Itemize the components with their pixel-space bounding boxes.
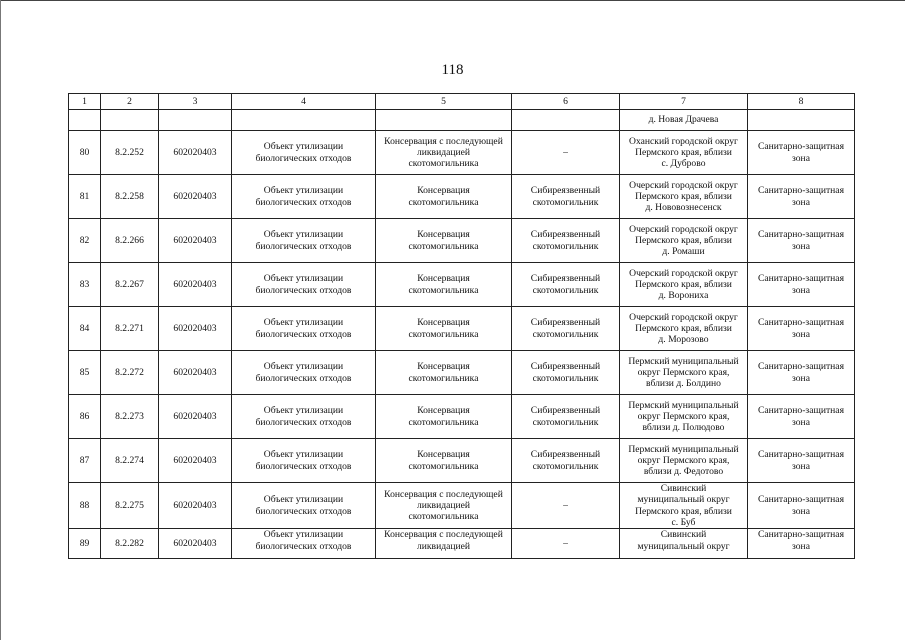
object-cell: Объект утилизации биологических отходов xyxy=(232,263,376,307)
location-cell: Сивинский муниципальный округ xyxy=(620,529,748,559)
action-cell: Консервация скотомогильника xyxy=(376,439,512,483)
zone-cell: Санитарно-защитная зона xyxy=(748,263,855,307)
zone-cell: Санитарно-защитная зона xyxy=(748,351,855,395)
type-cell: Сибиреязвенный скотомогильник xyxy=(512,395,620,439)
column-header: 6 xyxy=(512,94,620,110)
zone-cell: Санитарно-защитная зона xyxy=(748,307,855,351)
location-cell: Сивинский муниципальный округ Пермского края, вблизи с. Буб xyxy=(620,483,748,529)
location-cell: Пермский муниципальный округ Пермского края, вблизи д. Федотово xyxy=(620,439,748,483)
zone-cell: Санитарно-защитная зона xyxy=(748,175,855,219)
id-cell: 602020403 xyxy=(159,529,232,559)
code-cell: 8.2.267 xyxy=(101,263,159,307)
zone-cell: Санитарно-защитная зона xyxy=(748,439,855,483)
column-header: 3 xyxy=(159,94,232,110)
table-cell xyxy=(69,110,101,131)
row-number-cell: 83 xyxy=(69,263,101,307)
column-header: 1 xyxy=(69,94,101,110)
id-cell: 602020403 xyxy=(159,307,232,351)
table-row xyxy=(69,483,855,529)
table-row xyxy=(69,219,855,263)
object-cell: Объект утилизации биологических отходов xyxy=(232,219,376,263)
table-cell xyxy=(748,110,855,131)
table-cell xyxy=(512,110,620,131)
action-cell: Консервация с последующей ликвидацией скотомогильника xyxy=(376,483,512,529)
table-row xyxy=(69,439,855,483)
object-cell: Объект утилизации биологических отходов xyxy=(232,529,376,559)
action-cell: Консервация скотомогильника xyxy=(376,175,512,219)
table-cell xyxy=(101,110,159,131)
code-cell: 8.2.275 xyxy=(101,483,159,529)
row-number-cell: 85 xyxy=(69,351,101,395)
column-header: 5 xyxy=(376,94,512,110)
object-cell: Объект утилизации биологических отходов xyxy=(232,439,376,483)
object-cell: Объект утилизации биологических отходов xyxy=(232,307,376,351)
zone-cell: Санитарно-защитная зона xyxy=(748,529,855,559)
action-cell: Консервация с последующей ликвидацией скотомогильника xyxy=(376,131,512,175)
zone-cell: Санитарно-защитная зона xyxy=(748,219,855,263)
row-number-cell: 81 xyxy=(69,175,101,219)
object-cell: Объект утилизации биологических отходов xyxy=(232,175,376,219)
action-cell: Консервация с последующей ликвидацией xyxy=(376,529,512,559)
table-body xyxy=(69,94,855,559)
zone-cell: Санитарно-защитная зона xyxy=(748,131,855,175)
location-cell: Оханский городской округ Пермского края, вблизи с. Дуброво xyxy=(620,131,748,175)
table-row xyxy=(69,529,855,559)
code-cell: 8.2.258 xyxy=(101,175,159,219)
row-number-cell: 80 xyxy=(69,131,101,175)
row-number-cell: 89 xyxy=(69,529,101,559)
type-cell: – xyxy=(512,529,620,559)
zone-cell: Санитарно-защитная зона xyxy=(748,483,855,529)
table-cell xyxy=(376,110,512,131)
type-cell: Сибиреязвенный скотомогильник xyxy=(512,175,620,219)
header-row xyxy=(69,94,855,110)
object-cell: Объект утилизации биологических отходов xyxy=(232,395,376,439)
type-cell: Сибиреязвенный скотомогильник xyxy=(512,307,620,351)
id-cell: 602020403 xyxy=(159,175,232,219)
code-cell: 8.2.271 xyxy=(101,307,159,351)
object-cell: Объект утилизации биологических отходов xyxy=(232,483,376,529)
id-cell: 602020403 xyxy=(159,351,232,395)
zone-cell: Санитарно-защитная зона xyxy=(748,395,855,439)
type-cell: Сибиреязвенный скотомогильник xyxy=(512,351,620,395)
code-cell: 8.2.252 xyxy=(101,131,159,175)
code-cell: 8.2.266 xyxy=(101,219,159,263)
row-number-cell: 86 xyxy=(69,395,101,439)
row-number-cell: 87 xyxy=(69,439,101,483)
table-row xyxy=(69,131,855,175)
location-cell: Очерский городской округ Пермского края, вблизи д. Ворониха xyxy=(620,263,748,307)
continuation-location-cell: д. Новая Драчева xyxy=(620,110,748,131)
type-cell: – xyxy=(512,131,620,175)
location-cell: Пермский муниципальный округ Пермского края, вблизи д. Полюдово xyxy=(620,395,748,439)
register-table xyxy=(68,93,855,559)
type-cell: Сибиреязвенный скотомогильник xyxy=(512,219,620,263)
id-cell: 602020403 xyxy=(159,395,232,439)
code-cell: 8.2.272 xyxy=(101,351,159,395)
row-number-cell: 82 xyxy=(69,219,101,263)
column-header: 2 xyxy=(101,94,159,110)
action-cell: Консервация скотомогильника xyxy=(376,395,512,439)
table-row xyxy=(69,307,855,351)
table-row xyxy=(69,351,855,395)
row-number-cell: 84 xyxy=(69,307,101,351)
id-cell: 602020403 xyxy=(159,439,232,483)
action-cell: Консервация скотомогильника xyxy=(376,351,512,395)
table-cell xyxy=(159,110,232,131)
code-cell: 8.2.282 xyxy=(101,529,159,559)
table-row xyxy=(69,263,855,307)
scan-top-border xyxy=(0,0,905,1)
location-cell: Очерский городской округ Пермского края, вблизи д. Нововознесенск xyxy=(620,175,748,219)
action-cell: Консервация скотомогильника xyxy=(376,307,512,351)
page-number: 118 xyxy=(441,62,464,78)
id-cell: 602020403 xyxy=(159,131,232,175)
table-cell xyxy=(232,110,376,131)
action-cell: Консервация скотомогильника xyxy=(376,219,512,263)
type-cell: – xyxy=(512,483,620,529)
code-cell: 8.2.273 xyxy=(101,395,159,439)
type-cell: Сибиреязвенный скотомогильник xyxy=(512,439,620,483)
row-number-cell: 88 xyxy=(69,483,101,529)
type-cell: Сибиреязвенный скотомогильник xyxy=(512,263,620,307)
column-header: 7 xyxy=(620,94,748,110)
id-cell: 602020403 xyxy=(159,483,232,529)
id-cell: 602020403 xyxy=(159,263,232,307)
table-row xyxy=(69,175,855,219)
object-cell: Объект утилизации биологических отходов xyxy=(232,351,376,395)
location-cell: Очерский городской округ Пермского края, вблизи д. Ромаши xyxy=(620,219,748,263)
action-cell: Консервация скотомогильника xyxy=(376,263,512,307)
location-cell: Очерский городской округ Пермского края, вблизи д. Морозово xyxy=(620,307,748,351)
column-header: 4 xyxy=(232,94,376,110)
object-cell: Объект утилизации биологических отходов xyxy=(232,131,376,175)
scan-left-border xyxy=(0,0,1,640)
column-header: 8 xyxy=(748,94,855,110)
table-row xyxy=(69,395,855,439)
continuation-row xyxy=(69,110,855,131)
id-cell: 602020403 xyxy=(159,219,232,263)
location-cell: Пермский муниципальный округ Пермского края, вблизи д. Болдино xyxy=(620,351,748,395)
code-cell: 8.2.274 xyxy=(101,439,159,483)
